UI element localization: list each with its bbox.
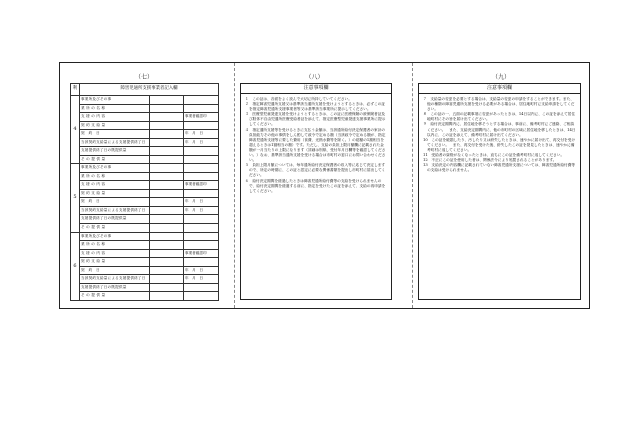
row-label: 業 所 の 名 称 <box>80 104 150 113</box>
table-row <box>71 181 219 190</box>
note-item: ６ 給付決定期間を経過したときは障害児通所給付費等の支給を受けられませんので、給付決定期間を経過する前に、指定を受けたこの証を添えて、支給の再申請をしてください。 <box>245 178 386 193</box>
panel9-title: （九） <box>491 74 510 81</box>
row-value-cell <box>150 292 184 301</box>
table-row <box>71 113 219 122</box>
panel9-notes-box <box>418 83 581 300</box>
row-label: そ の 提 供 量 <box>80 155 150 164</box>
row-stamp-cell: 年 月 日 <box>184 206 219 215</box>
table-row <box>71 292 219 301</box>
row-label: 契 約 支 給 量 <box>80 121 150 130</box>
row-value-cell <box>150 96 184 105</box>
row-stamp-cell <box>184 232 219 241</box>
table-row <box>71 164 219 173</box>
table-row <box>71 241 219 250</box>
row-value-cell <box>150 266 184 275</box>
row-label: 支援提供終了日の既提供量 <box>80 147 150 156</box>
table-row <box>71 258 219 267</box>
row-value-cell <box>150 224 184 233</box>
row-value-cell <box>150 147 184 156</box>
row-stamp-cell <box>184 189 219 198</box>
table-row <box>71 155 219 164</box>
row-stamp-cell: 年 月 日 <box>184 130 219 139</box>
row-stamp-cell: 年 月 日 <box>184 198 219 207</box>
panel8-notes-heading: 注意事項欄 <box>241 84 391 94</box>
row-value-cell <box>150 130 184 139</box>
table-row <box>71 275 219 284</box>
table-row <box>71 130 219 139</box>
row-stamp-cell: 事業者確認印 <box>184 181 219 190</box>
note-item: １ この証は、各面をよく読んで大切に所持していてください。 <box>245 97 352 101</box>
note-item: 11 受給者の資格がなくなったときは、直ちにこの証を備考町村に返してください。 <box>423 153 565 158</box>
row-value-cell <box>150 155 184 164</box>
block-number: 5 <box>71 164 80 232</box>
row-label: 業 所 の 名 称 <box>80 241 150 250</box>
row-value-cell <box>150 258 184 267</box>
panel8-notes-box <box>240 83 392 300</box>
row-value-cell <box>150 104 184 113</box>
row-stamp-cell <box>184 215 219 224</box>
row-value-cell <box>150 121 184 130</box>
row-value-cell <box>150 215 184 224</box>
row-label: そ の 提 供 量 <box>80 292 150 301</box>
row-value-cell <box>150 206 184 215</box>
table-heading: 障害児通所支援事業者記入欄 <box>80 84 219 96</box>
note-item: ８ この証の一、五面の記載事項に変更があったときは、14日以内に、この証を添えて居住地町村にその旨を届け出てください。 <box>423 112 576 122</box>
row-stamp-cell: 年 月 日 <box>184 275 219 284</box>
row-value-cell <box>150 232 184 241</box>
row-stamp-cell <box>184 164 219 173</box>
row-stamp-cell <box>184 224 219 233</box>
block-number: 6 <box>71 232 80 300</box>
row-label: 支援提供終了日の既提供量 <box>80 283 150 292</box>
row-label: 当該契約支給量による支援提供終了日 <box>80 138 150 147</box>
note-item: 13 支給決定の内容欄に記載されていない障害児通所支援については、障害児通所給付費等の支給は受けられません。 <box>423 163 576 173</box>
row-stamp-cell <box>184 121 219 130</box>
row-label: 契 約 支 給 量 <box>80 189 150 198</box>
row-value-cell <box>150 164 184 173</box>
note-item: 10 この証を破損したり、汚したり又は紛失したときは、速やかに届け出て、再交付を受けてください。 また、再交付を受けた後、紛失したこの証を発見したときは、速やかに備考町村に返してください。 <box>423 137 576 152</box>
table-row <box>71 198 219 207</box>
row-value-cell <box>150 283 184 292</box>
note-item: 12 不正にこの証を使用した者は、関係法令により処罰されることがあります。 <box>423 158 557 163</box>
row-label: 支援提供終了日の既提供量 <box>80 215 150 224</box>
note-item: ２ 指定障害児通所支援又は基準該当通所支援を受けようとするときは、必ずこの証を指定障害児通所支援事業者等又は基準該当事業所に提示してください。 <box>245 102 386 112</box>
note-item: ４ 指定通所支援等を受けるときに支払う金額は、当該通所給付決定保護者の家計の負担能力その他の事情をしん酌して政令で定める額（当該政令で定める額が、指定障害児通所支援等に要した費用（食費、光熱水費等を除く。）の総額の1割相当を超えるときは1割相当の額）です。ただし、支給の負担上限月額欄に記載された金額が一月当たりの上限になります（詳細は別紙、受付年月日欄等を確認してください。）なお、基準該当通所支援を受ける場合は市町村の窓口にお問い合わせください。 <box>245 127 386 163</box>
row-label: 契 約 日 <box>80 266 150 275</box>
row-label: 契 約 日 <box>80 198 150 207</box>
table-row <box>71 266 219 275</box>
table-row <box>71 283 219 292</box>
row-stamp-cell <box>184 155 219 164</box>
table-row <box>71 215 219 224</box>
row-stamp-cell <box>184 292 219 301</box>
row-value-cell <box>150 189 184 198</box>
table-row <box>71 121 219 130</box>
panel9-notes-heading: 注意事項欄 <box>419 84 580 94</box>
row-stamp-cell <box>184 104 219 113</box>
fold-line-right <box>412 63 413 308</box>
row-stamp-cell: 年 月 日 <box>184 266 219 275</box>
table-row <box>71 138 219 147</box>
row-stamp-cell: 年 月 日 <box>184 138 219 147</box>
table-row <box>71 249 219 258</box>
row-label: 支 援 の 内 容 <box>80 249 150 258</box>
row-label: 当該契約支給量による支援提供終了日 <box>80 275 150 284</box>
row-value-cell <box>150 241 184 250</box>
row-label: 契 約 支 給 量 <box>80 258 150 267</box>
block-number: 4 <box>71 96 80 164</box>
table-row <box>71 232 219 241</box>
row-stamp-cell <box>184 96 219 105</box>
panel9-notes-body <box>419 94 580 176</box>
row-label: そ の 提 供 量 <box>80 224 150 233</box>
table-row <box>71 147 219 156</box>
row-value-cell <box>150 198 184 207</box>
row-label: 事業所及びその事 <box>80 164 150 173</box>
table-row <box>71 96 219 105</box>
row-label: 業 所 の 名 称 <box>80 172 150 181</box>
table-row <box>71 189 219 198</box>
row-label: 支 援 の 内 容 <box>80 181 150 190</box>
row-value-cell <box>150 181 184 190</box>
row-value-cell <box>150 249 184 258</box>
row-value-cell <box>150 138 184 147</box>
panel7-title: （七） <box>134 74 153 81</box>
provider-record-table <box>70 83 219 301</box>
row-label: 契 約 日 <box>80 130 150 139</box>
row-value-cell <box>150 172 184 181</box>
row-label: 支 援 の 内 容 <box>80 113 150 122</box>
table-row <box>71 206 219 215</box>
row-value-cell <box>150 275 184 284</box>
panel8-notes-body <box>241 94 391 197</box>
row-stamp-cell <box>184 172 219 181</box>
table-row <box>71 172 219 181</box>
row-value-cell <box>150 113 184 122</box>
fold-line-left <box>234 63 235 308</box>
note-item: ５ 負担上限月額については、毎年通所給付決定保護者の収入等に応じて決定しますので、所定の時期に、この証と認定に必要な関係書類を提出し市町村に届出してください。 <box>245 163 386 178</box>
row-stamp-cell: 事業者確認印 <box>184 249 219 258</box>
row-stamp-cell <box>184 147 219 156</box>
note-item: ９ 給付決定期間内に、居住地を移そうとする場合は、事前に、備考町村にご連絡、ご相談ください。 また、支給決定期間内に、他の市町村の区域に居住地を移したときは、14日以内に、この証を添えて、備考町村に届け出てください。 <box>423 122 576 137</box>
row-label: 事業所及びその事 <box>80 96 150 105</box>
note-item: ３ 医療型児童発達支援を受けようとするときは、この証に医療保険の被保険者証及び肢体不自由児通所医療受給者証を添えて、指定医療型児童発達支援事業所に提示してください。 <box>245 112 386 127</box>
table-row <box>71 224 219 233</box>
table-col-header: 利 <box>71 84 80 96</box>
table-row <box>71 104 219 113</box>
row-label: 当該契約支給量による支援提供終了日 <box>80 206 150 215</box>
row-stamp-cell <box>184 283 219 292</box>
row-stamp-cell <box>184 258 219 267</box>
row-stamp-cell: 事業者確認印 <box>184 113 219 122</box>
note-item: ７ 支給量の変更を必要とする場合は、支給量の変更の申請をすることができます。また、他の種類の障害児通所支援を受ける必要がある場合は、居住地町村に支給申請をしてください。 <box>423 97 575 112</box>
row-stamp-cell <box>184 241 219 250</box>
row-label: 事業所及びその事 <box>80 232 150 241</box>
panel8-title: （八） <box>305 74 324 81</box>
